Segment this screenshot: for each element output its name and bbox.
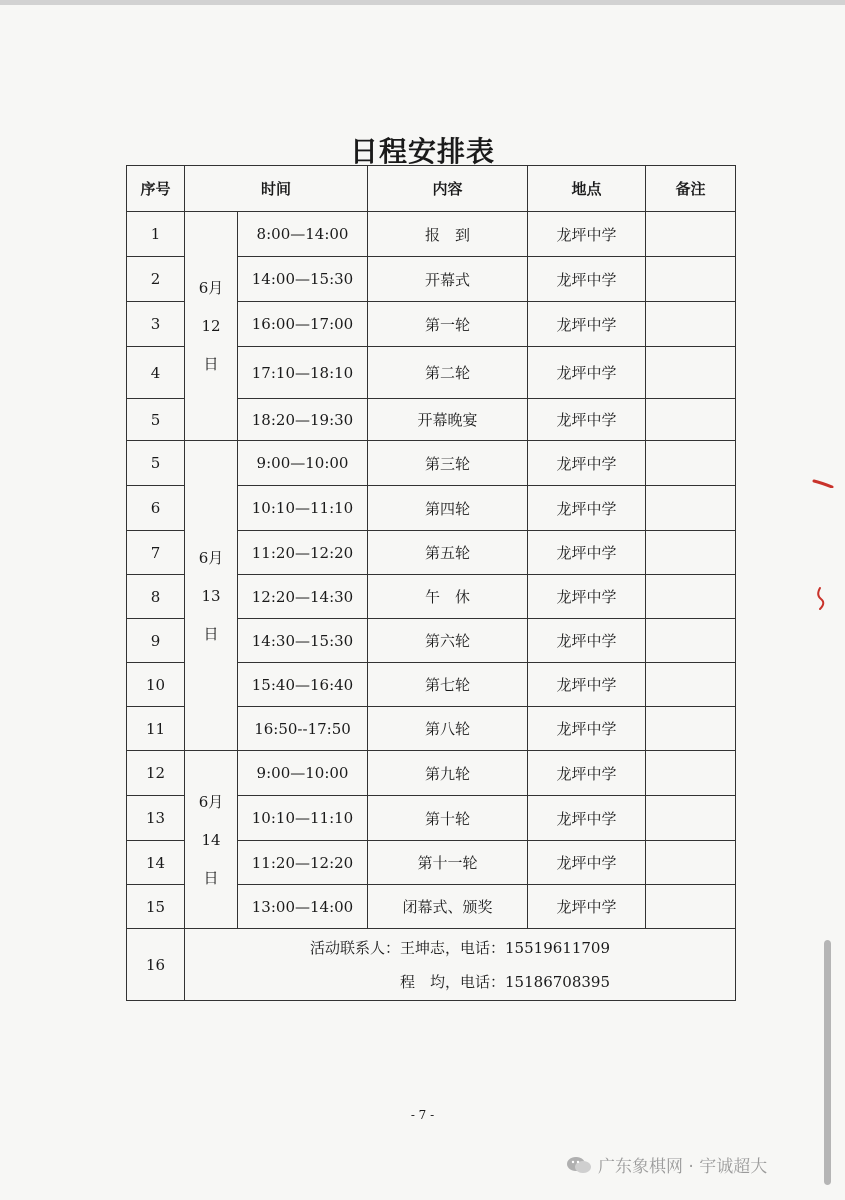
table-row [127, 751, 736, 796]
content-cell: 第五轮 [368, 531, 528, 575]
remarks-cell [646, 531, 736, 575]
date-suffix: 日 [203, 868, 219, 887]
time-cell: 16:50--17:50 [238, 707, 368, 751]
location-cell: 龙坪中学 [528, 841, 646, 885]
remarks-cell [646, 302, 736, 347]
content-cell: 报 到 [368, 212, 528, 257]
wechat-icon [566, 1155, 592, 1175]
location-cell: 龙坪中学 [528, 347, 646, 399]
date-suffix: 日 [203, 355, 219, 373]
contact-row [127, 929, 736, 1001]
location-cell: 龙坪中学 [528, 796, 646, 841]
time-cell: 10:10—11:10 [238, 486, 368, 531]
schedule-table [126, 165, 736, 1001]
location-cell: 龙坪中学 [528, 399, 646, 441]
remarks-cell [646, 257, 736, 302]
seq-cell: 16 [127, 929, 185, 1001]
header-location: 地点 [528, 166, 646, 212]
seq-cell: 4 [127, 347, 185, 399]
seq-cell: 5 [127, 441, 185, 486]
content-cell: 第七轮 [368, 663, 528, 707]
watermark [566, 1152, 767, 1177]
remarks-cell [646, 212, 736, 257]
seq-cell: 11 [127, 707, 185, 751]
content-cell: 第十轮 [368, 796, 528, 841]
page-title: 日程安排表 [349, 135, 495, 168]
location-cell: 龙坪中学 [528, 302, 646, 347]
remarks-cell [646, 619, 736, 663]
header-remarks: 备注 [646, 166, 736, 212]
seq-cell: 10 [127, 663, 185, 707]
top-divider [0, 0, 845, 5]
content-cell: 第六轮 [368, 619, 528, 663]
time-cell: 9:00—10:00 [238, 751, 368, 796]
content-cell: 第十一轮 [368, 841, 528, 885]
contact-cell [185, 929, 736, 1001]
content-cell: 闭幕式、颁奖 [368, 885, 528, 929]
date-day: 13 [201, 586, 221, 605]
location-cell: 龙坪中学 [528, 663, 646, 707]
content-cell: 第九轮 [368, 751, 528, 796]
date-day: 14 [201, 830, 221, 849]
seq-cell: 7 [127, 531, 185, 575]
location-cell: 龙坪中学 [528, 885, 646, 929]
time-cell: 11:20—12:20 [238, 841, 368, 885]
location-cell: 龙坪中学 [528, 575, 646, 619]
header-seq: 序号 [127, 166, 185, 212]
time-cell: 14:00—15:30 [238, 257, 368, 302]
header-time: 时间 [185, 166, 368, 212]
remarks-cell [646, 441, 736, 486]
location-cell: 龙坪中学 [528, 486, 646, 531]
date-month: 6月 [198, 279, 224, 297]
content-cell: 第二轮 [368, 347, 528, 399]
seq-cell: 2 [127, 257, 185, 302]
location-cell: 龙坪中学 [528, 531, 646, 575]
time-cell: 17:10—18:10 [238, 347, 368, 399]
location-cell: 龙坪中学 [528, 619, 646, 663]
date-cell [185, 441, 238, 751]
seq-cell: 1 [127, 212, 185, 257]
remarks-cell [646, 399, 736, 441]
location-cell: 龙坪中学 [528, 441, 646, 486]
time-cell: 10:10—11:10 [238, 796, 368, 841]
seq-cell: 3 [127, 302, 185, 347]
remarks-cell [646, 347, 736, 399]
content-cell: 第八轮 [368, 707, 528, 751]
time-cell: 16:00—17:00 [238, 302, 368, 347]
seq-cell: 12 [127, 751, 185, 796]
remarks-cell [646, 885, 736, 929]
content-cell: 开幕晚宴 [368, 399, 528, 441]
remarks-cell [646, 841, 736, 885]
scrollbar[interactable] [824, 940, 832, 1190]
contact-line-2: 程 均，电话：15186708395 [400, 972, 610, 991]
date-month: 6月 [198, 548, 224, 567]
location-cell: 龙坪中学 [528, 751, 646, 796]
scrollbar-thumb[interactable] [824, 940, 831, 1185]
remarks-cell [646, 751, 736, 796]
page-number: - 7 - [410, 1108, 435, 1122]
location-cell: 龙坪中学 [528, 707, 646, 751]
time-cell: 13:00—14:00 [238, 885, 368, 929]
time-cell: 8:00—14:00 [238, 212, 368, 257]
date-suffix: 日 [203, 624, 219, 643]
seq-cell: 9 [127, 619, 185, 663]
remarks-cell [646, 486, 736, 531]
contact-line-1: 活动联系人：王坤志，电话：15519611709 [310, 938, 610, 957]
location-cell: 龙坪中学 [528, 212, 646, 257]
table-row [127, 441, 736, 486]
time-cell: 12:20—14:30 [238, 575, 368, 619]
time-cell: 9:00—10:00 [238, 441, 368, 486]
time-cell: 11:20—12:20 [238, 531, 368, 575]
date-cell [185, 751, 238, 929]
remarks-cell [646, 575, 736, 619]
seq-cell: 5 [127, 399, 185, 441]
remarks-cell [646, 663, 736, 707]
location-cell: 龙坪中学 [528, 257, 646, 302]
content-cell: 第一轮 [368, 302, 528, 347]
seq-cell: 8 [127, 575, 185, 619]
content-cell: 开幕式 [368, 257, 528, 302]
table-header-row [127, 166, 736, 212]
content-cell: 第三轮 [368, 441, 528, 486]
time-cell: 14:30—15:30 [238, 619, 368, 663]
remarks-cell [646, 796, 736, 841]
date-month: 6月 [198, 792, 224, 811]
seq-cell: 15 [127, 885, 185, 929]
time-cell: 15:40—16:40 [238, 663, 368, 707]
watermark-text: 广东象棋网 · 宇诚超大 [598, 1157, 768, 1177]
red-ink-mark [812, 585, 830, 613]
date-cell [185, 212, 238, 441]
remarks-cell [646, 707, 736, 751]
seq-cell: 6 [127, 486, 185, 531]
time-cell: 18:20—19:30 [238, 399, 368, 441]
header-content: 内容 [368, 166, 528, 212]
table-row [127, 212, 736, 257]
date-day: 12 [201, 317, 221, 335]
seq-cell: 14 [127, 841, 185, 885]
red-ink-mark [812, 478, 834, 488]
content-cell: 午 休 [368, 575, 528, 619]
content-cell: 第四轮 [368, 486, 528, 531]
seq-cell: 13 [127, 796, 185, 841]
